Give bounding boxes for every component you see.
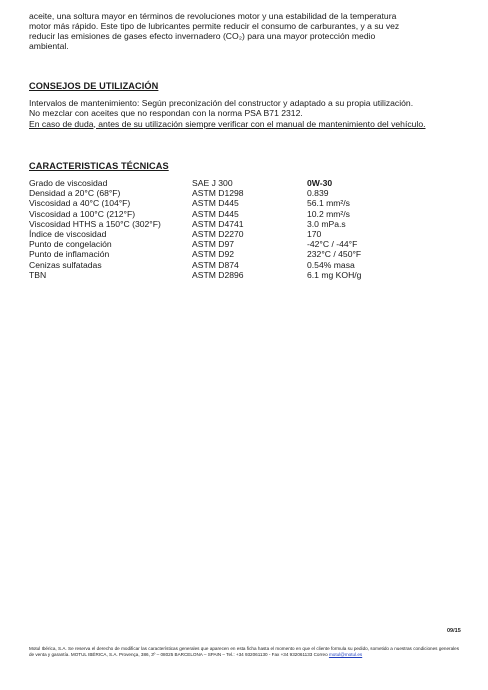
spec-row <box>29 198 427 208</box>
spec-method: ASTM D1298 <box>192 188 244 199</box>
spec-row <box>29 209 427 219</box>
spec-row <box>29 219 427 229</box>
spec-value: 6.1 mg KOH/g <box>307 269 362 280</box>
advice-line: Intervalos de mantenimiento: Según preconización del constructor y adaptado a su propia utilización. <box>29 98 414 108</box>
spec-value: 3.0 mPa.s <box>307 218 346 229</box>
spec-row <box>29 229 427 239</box>
advice-line: No mezclar con aceites que no respondan con la norma PSA B71 2312. <box>29 108 303 119</box>
page-number: 09/15 <box>447 628 461 634</box>
intro-paragraph <box>29 11 449 51</box>
advice-paragraph <box>29 98 459 129</box>
spec-method: ASTM D874 <box>192 259 239 270</box>
spec-row <box>29 270 427 280</box>
spec-row <box>29 249 427 259</box>
footer <box>29 646 459 657</box>
spec-value: -42°C / -44°F <box>307 239 358 250</box>
specs-body <box>29 188 427 280</box>
spec-value: 10.2 mm²/s <box>307 208 350 219</box>
spec-grade: 0W-30 <box>307 178 333 188</box>
spec-name: Grado de viscosidad <box>29 178 108 188</box>
specs-table <box>29 178 427 280</box>
spec-value: 232°C / 450°F <box>307 249 362 260</box>
spec-value: 0.839 <box>307 188 329 199</box>
spec-row <box>29 260 427 270</box>
spec-value: 56.1 mm²/s <box>307 198 350 209</box>
spec-row <box>29 188 427 198</box>
spec-name: Cenizas sulfatadas <box>29 259 102 270</box>
spec-method: ASTM D4741 <box>192 218 244 229</box>
spec-name: Densidad a 20°C (68°F) <box>29 188 121 199</box>
advice-line: En caso de duda, antes de su utilización siempre verificar con el manual de mantenimiento del vehículo. <box>29 118 426 129</box>
spec-name: Viscosidad a 40°C (104°F) <box>29 198 131 209</box>
spec-name: Viscosidad a 100°C (212°F) <box>29 208 136 219</box>
intro-line: reducir las emisiones de gases efecto invernadero (CO₂) para una mayor protección medio <box>29 31 376 41</box>
specs-header-row <box>29 178 427 188</box>
spec-method: ASTM D445 <box>192 198 239 209</box>
spec-method: ASTM D97 <box>192 239 235 250</box>
spec-name: TBN <box>29 269 47 280</box>
spec-method: ASTM D2270 <box>192 229 244 240</box>
spec-name: Punto de congelación <box>29 239 112 250</box>
spec-method: ASTM D445 <box>192 208 239 219</box>
specs-section-title: CARACTERISTICAS TÉCNICAS <box>29 161 169 171</box>
intro-line: aceite, una soltura mayor en términos de revoluciones motor y una estabilidad de la temperatura <box>29 11 397 21</box>
spec-value: 170 <box>307 229 322 240</box>
spec-name: Punto de inflamación <box>29 249 110 260</box>
spec-method: SAE J 300 <box>192 178 233 188</box>
spec-method: ASTM D92 <box>192 249 235 260</box>
spec-name: Viscosidad HTHS a 150°C (302°F) <box>29 218 161 229</box>
footer-text: Motul Ibérica, S.A. Se reserva el derecho de modificar las características generales que aparecen en esta ficha hasta el momento en que el cliente formula su pedido, sometido a nuestras condiciones generales de venta y garantía. MOTUL IBÉRICA, S.A. Provença, 386, 3º – 08025 BARCELONA – SPAIN – Tel.: +34 932061130 - Fax +34 932061133 Correo <box>29 646 459 657</box>
intro-line: motor más rápido. Este tipo de lubricantes permite reducir el consumo de carburantes, y a su vez <box>29 21 400 31</box>
spec-row <box>29 239 427 249</box>
spec-value: 0.54% masa <box>307 259 355 270</box>
advice-section-title: CONSEJOS DE UTILIZACIÓN <box>29 81 159 91</box>
intro-line: ambiental. <box>29 41 69 51</box>
footer-email-link[interactable]: motul@motul.es <box>328 651 363 657</box>
spec-name: Índice de viscosidad <box>29 229 107 240</box>
spec-method: ASTM D2896 <box>192 269 244 280</box>
